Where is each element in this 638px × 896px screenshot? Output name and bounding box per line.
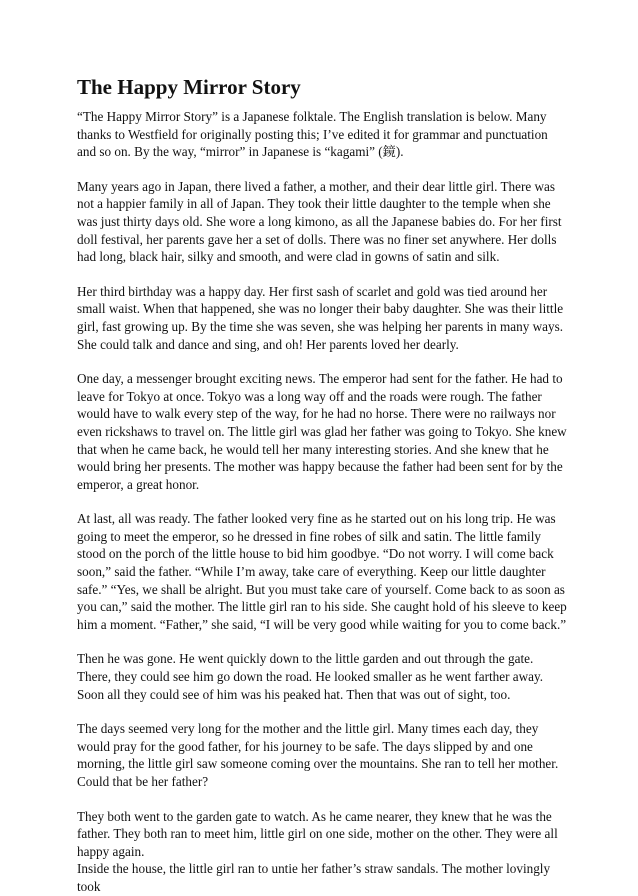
paragraph-gone: Then he was gone. He went quickly down to the little garden and out through the gate. There, they could see him go down the road. He looked smaller as he went farther away. Soon all they could see of him was his peaked hat. Then that was out of sight, too. bbox=[77, 651, 544, 702]
paragraph-departure: At last, all was ready. The father looked very fine as he started out on his long trip. He was going to meet the emperor, so he dressed in fine robes of silk and satin. The little family stood on the porch of the little house to bid him goodbye. “Do not worry. I will come back soon,” said the father. “While I’m away, take care of everything. Keep our little daughter safe.” “Yes, we shall be alright. But you must take care of yourself. Come back to as soon as you can,” said the mother. The little girl ran to his side. She caught hold of his sleeve to keep him a moment. “Father,” she said, “I will be very good while waiting for you to come back.” bbox=[77, 511, 567, 632]
paragraph-messenger: One day, a messenger brought exciting news. The emperor had sent for the father. He had to leave for Tokyo at once. Tokyo was a long way off and the roads were rough. The father would have to walk every step of the way, for he had no horse. There were no railways nor even rickshaws to travel on. The little girl was glad her father was going to Tokyo. She knew that when he came back, he would tell her many interesting stories. And she knew that he would bring her presents. The mother was happy because the father had been sent for by the emperor, a great honor. bbox=[77, 371, 567, 492]
paragraph-family: Many years ago in Japan, there lived a father, a mother, and their dear little girl. There was not a happier family in all of Japan. They took their little daughter to the temple when she was just thirty days old. She wore a long kimono, as all the Japanese babies do. For her first doll festival, her parents gave her a set of dolls. There was no finer set anywhere. Her dolls had long, black hair, silky and smooth, and were clad in gowns of satin and silk. bbox=[77, 178, 562, 265]
paragraph-waiting: The days seemed very long for the mother and the little girl. Many times each day, they would pray for the good father, for his journey to be safe. The days slipped by and one morning, the little girl saw someone coming over the mountains. She ran to tell her mother. Could that be her father? bbox=[77, 721, 559, 789]
document-title: The Happy Mirror Story bbox=[77, 75, 301, 99]
paragraph-return: They both went to the garden gate to watch. As he came nearer, they knew that he was the father. They both ran to meet him, little girl on one side, mother on the other. They were all happy again. bbox=[77, 808, 558, 859]
paragraph-inside: Inside the house, the little girl ran to untie her father’s straw sandals. The mother lovingly took bbox=[77, 861, 551, 894]
paragraph-intro: “The Happy Mirror Story” is a Japanese folktale. The English translation is below. Many thanks to Westfield for originally posting this; I’ve edited it for grammar and punctuation and so on. By the way, “mirror” in Japanese is “kagami” (鏡). bbox=[77, 109, 548, 160]
paragraph-birthday: Her third birthday was a happy day. Her first sash of scarlet and gold was tied around her small waist. When that happened, she was no longer their baby daughter. She was their little girl, fast growing up. By the time she was seven, she was helping her parents in many ways. She could talk and dance and sing, and oh! Her parents loved her dearly. bbox=[77, 283, 564, 352]
document-page bbox=[77, 74, 567, 896]
